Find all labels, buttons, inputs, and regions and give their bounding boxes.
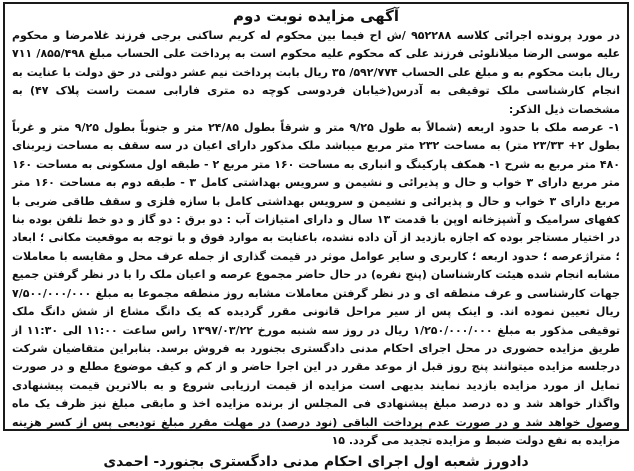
notice-paragraph-intro: در مورد پرونده اجرائی کلاسه ۹۵۲۲۸۸ /ش اح فیما بین محکوم له کریم ساکنی برجی فرزند غلامرضا و محکوم علیه موسی الرضا میلانلوئی فرزند علی که محکوم علیه محکوم است به پرداخت علی الحساب مبلغ ۸۵۵/۴۹۸/ ۷۱۱ ریال بابت محکوم به و مبلغ علی الحساب ۵۹۲/۷۷۴/ ۳۵ ریال بابت پرداخت نیم عشر دولتی در حق دولت با عنایت به انجام کارشناسی ملک توقیفی به آدرس(خیابان فردوسی کوچه ده متری فارابی سمت راست پلاک ۴۷) به مشخصات ذیل الذکر:: [12, 29, 620, 116]
notice-paragraph-details: ۱- عرصه ملک با حدود اربعه (شمالاً به طول ۹/۲۵ متر و شرقاً بطول ۲۴/۸۵ متر و جنوباً بطول ۹/۲۵ متر و غرباً بطول ۲+ ۲۳/۳۳ متر) به مساحت ۲۳۲ متر مربع میباشد ملک مذکور دارای اعیان در سه سقف به مساحت زیربنای ۴۸۰ متر مربع به شرح ۱- همکف پارکینگ و انباری به مساحت ۱۶۰ متر مربع ۲ - طبقه اول مسکونی به مساحت ۱۶۰ متر مربع دارای ۳ خواب و حال و پذیرائی و نشیمن و سرویس بهداشتی کامل ۳ - طبقه دوم به مساحت ۱۶۰ متر مربع دارای ۳ خواب و حال و پذیرائی و نشیمن و سرویس بهداشتی کامل با سازه فلزی و سقف طاقی ضربی با کفهای سرامیک و آشپزخانه اوپن با قدمت ۱۳ سال و دارای امتیازات آب : دو برق : دو گاز و دو خط تلفن بوده بنا در اختیار مستاجر بوده که اجازه بازدید از آن داده نشده، باعنایت به موارد فوق و با توجه به موقعیت مکانی ؛ ابعاد ؛ متراژعرصه ؛ حدود اربعه ؛ کاربری و سایر عوامل موثر در قیمت گذاری از جمله عرف محل و مقایسه با معاملات مشابه انجام شده هیئت کارشناسان (پنج نفره) در حال حاضر مجموع عرصه و اعیان ملک را با در نظر گرفتن جمیع جهات کارشناسی و عرف منطقه ای و در نظر گرفتن معاملات مشابه روز منطقه مجموعا به مبلغ ۷/۵۰۰/۰۰۰/۰۰۰ ریال تعیین نموده اند. و اینک پس از سیر مراحل قانونی مقرر گردیده که یک دانگ مشاع از شش دانگ ملک توقیفی مذکور به مبلغ ۱/۲۵۰/۰۰۰/۰۰۰ ریال در روز سه شنبه مورخ ۱۳۹۷/۰۳/۲۲ راس ساعت ۱۱:۰۰ الی ۱۱:۳۰ از طریق مزایده حضوری در محل اجرای احکام مدنی دادگستری بجنورد به فروش برسد. بنابراین متقاضیان شرکت درجلسه مزایده میتوانند پنج روز قبل از موعد مقرر در این اجرا حاضر و از کم و کیف موضوع مطلع و در صورت تمایل از مورد مزایده بازدید نمایند بدیهی است مزایده از قیمت ارزیابی شروع و به بالاترین قیمت پیشنهادی واگذار خواهد شد و ده درصد مبلغ پیشنهادی فی المجلس از برنده مزایده اخذ و مابقی مبلغ نیز ظرف یک ماه وصول خواهد شد و در صورت عدم پرداخت الباقی (نود درصد) در مهلت مقرر مبلغ تودیعی پس از کسر هزینه مزایده به نفع دولت ضبط و مزایده تجدید می گردد. ۱۵: [12, 121, 621, 447]
auction-notice: [3, 2, 629, 471]
notice-title: آگهی مزایده نوبت دوم: [232, 7, 400, 25]
notice-signature: دادورز شعبه اول اجرای احکام مدنی دادگستری بجنورد- احمدی: [103, 454, 529, 471]
